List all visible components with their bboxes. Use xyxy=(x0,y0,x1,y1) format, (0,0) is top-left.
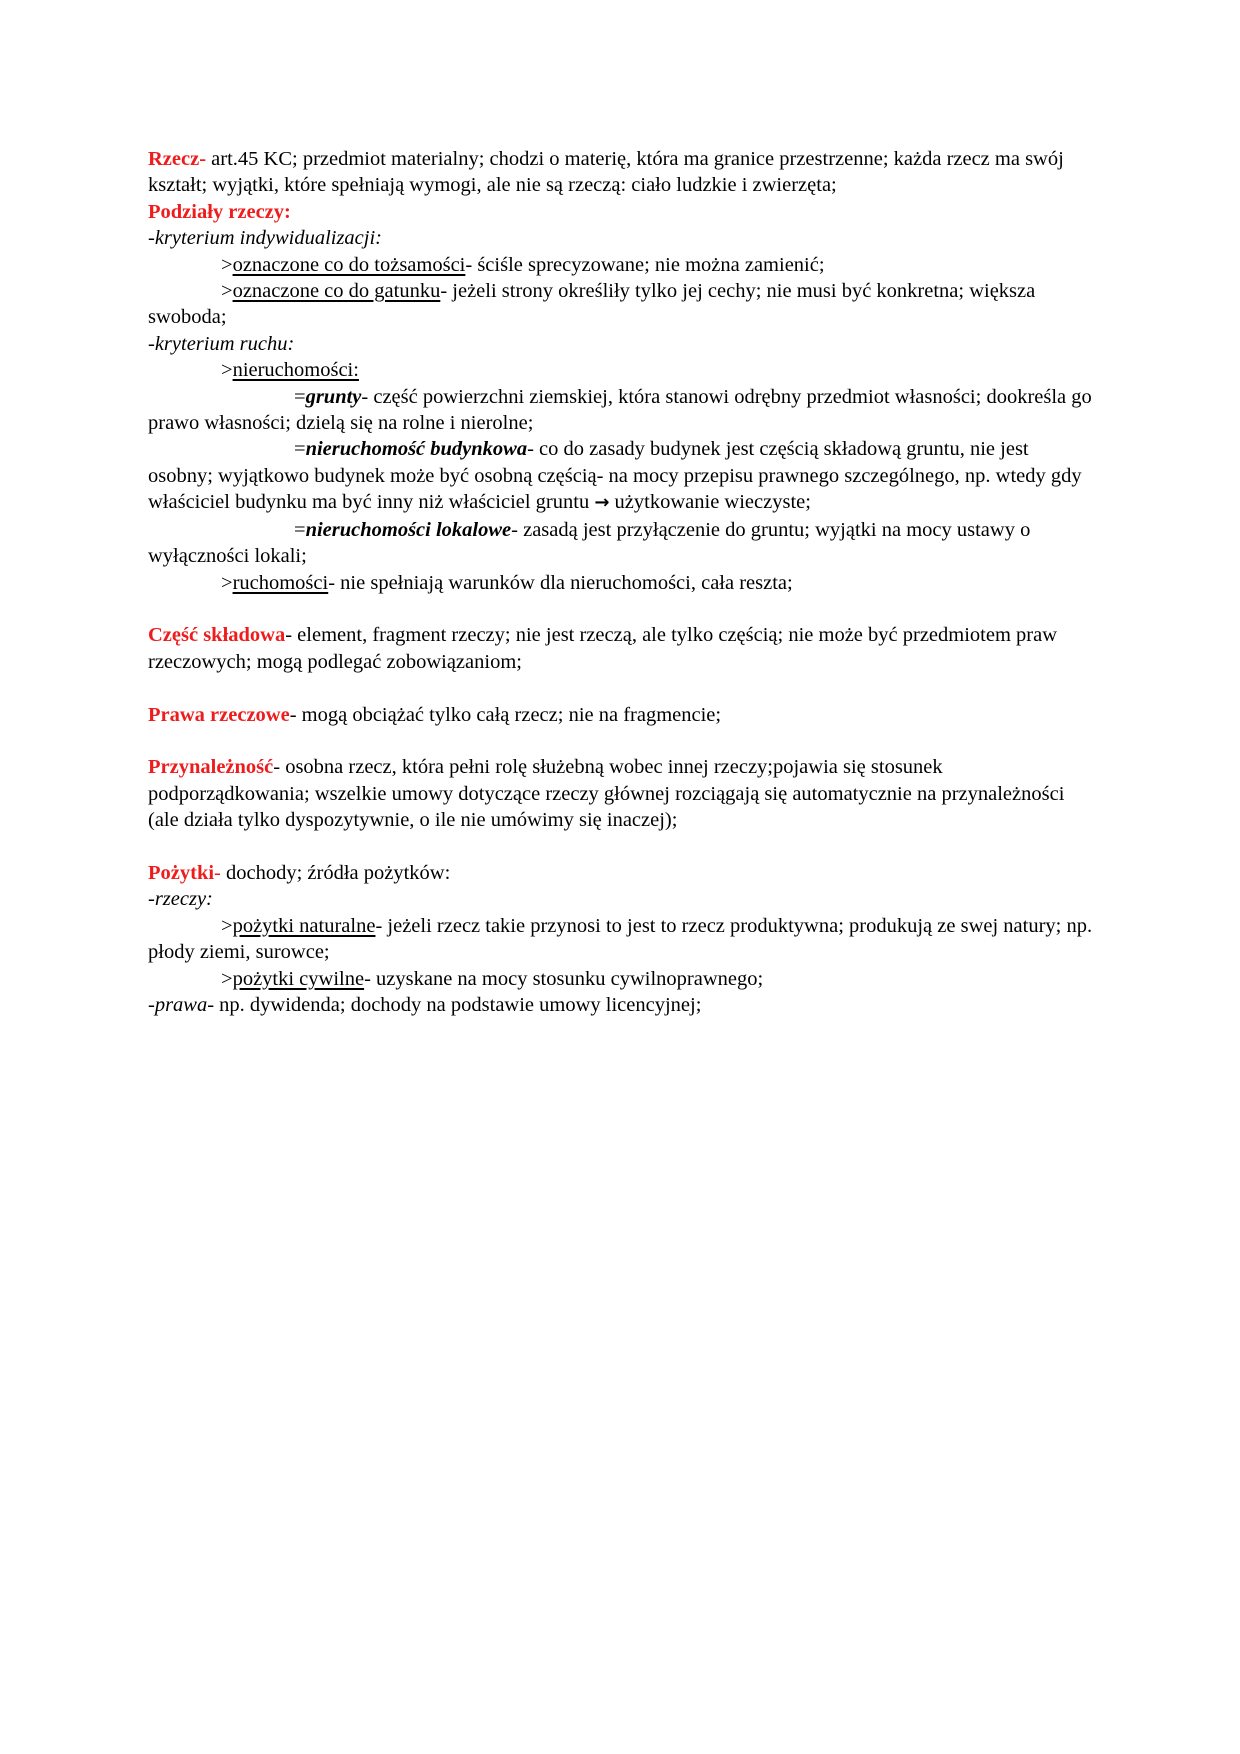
item-tozsamosc xyxy=(148,252,1093,278)
paragraph-spacer xyxy=(148,675,1093,701)
definition-tozsamosc: - ściśle sprecyzowane; nie można zamienić; xyxy=(465,253,825,276)
bullet-prefix: > xyxy=(221,280,233,303)
bullet-prefix: > xyxy=(221,967,233,990)
item-pozytki-naturalne xyxy=(148,913,1093,966)
item-pozytki-cywilne xyxy=(148,966,1093,992)
paragraph-rzecz xyxy=(148,146,1093,199)
paragraph-czesc-skladowa xyxy=(148,622,1093,675)
item-nieruchomosc-budynkowa xyxy=(148,436,1093,516)
definition-ruchomosci: - nie spełniają warunków dla nieruchomości, cała reszta; xyxy=(328,571,793,594)
term-czesc-skladowa: Część składowa xyxy=(148,624,286,647)
definition-przynaleznosc: - osobna rzecz, która pełni rolę służebną wobec innej rzeczy;pojawia się stosunek podporządkowania; wszelkie umowy dotyczące rzeczy głównej rozciągają się automatycznie na przynależności (ale działa tylko dyspozytywnie, o ile nie umówimy się inaczej); xyxy=(148,756,1065,832)
bullet-prefix: > xyxy=(221,253,233,276)
definition-czesc-skladowa: - element, fragment rzeczy; nie jest rzeczą, ale tylko częścią; nie może być przedmiotem praw rzeczowych; mogą podlegać zobowiązaniom; xyxy=(148,624,1058,673)
item-gatunek xyxy=(148,278,1093,331)
term-nieruchomosci-lokalowe: nieruchomości lokalowe xyxy=(305,518,512,541)
bullet-prefix: > xyxy=(221,914,233,937)
definition-prawa: - np. dywidenda; dochody na podstawie umowy licencyjnej; xyxy=(207,993,702,1016)
bullet-prefix: > xyxy=(221,359,233,382)
term-pozytki-cywilne: pożytki cywilne xyxy=(232,967,365,990)
term-prawa-rzeczowe: Prawa rzeczowe xyxy=(148,703,290,726)
paragraph-spacer xyxy=(148,728,1093,754)
paragraph-spacer xyxy=(148,834,1093,860)
paragraph-prawa-rzeczowe xyxy=(148,702,1093,728)
pozytki-dash: - xyxy=(214,861,226,884)
label-kryterium-indywidualizacji: -kryterium indywidualizacji: xyxy=(148,227,382,250)
heading-podzialy-text: Podziały rzeczy: xyxy=(148,200,291,223)
paragraph-przynaleznosc xyxy=(148,754,1093,833)
heading-podzialy xyxy=(148,199,1093,225)
definition-pozytki-naturalne: - jeżeli rzecz takie przynosi to jest to rzecz produktywna; produkują ze swej natury; np. płody ziemi, surowce; xyxy=(148,914,1093,964)
sub-prefix: = xyxy=(294,385,306,408)
definition-rzecz: art.45 KC; przedmiot materialny; chodzi o materię, która ma granice przestrzenne; każda rzecz ma swój kształt; wyjątki, które spełniają wymogi, ale nie są rzeczą: ciało ludzkie i zwierzęta; xyxy=(148,148,1064,197)
document-body xyxy=(148,146,1093,1018)
paragraph-spacer xyxy=(148,596,1093,622)
sub-prefix: = xyxy=(294,518,306,541)
item-ruchomosci xyxy=(148,570,1093,596)
term-pozytki-naturalne: pożytki naturalne xyxy=(232,914,376,937)
definition-gatunek: - jeżeli strony określiły tylko jej cechy; nie musi być konkretna; większa swoboda; xyxy=(148,280,1036,329)
term-grunty: grunty xyxy=(305,385,362,408)
paragraph-pozytki xyxy=(148,860,1093,886)
term-przynaleznosc: Przynależność xyxy=(148,756,274,779)
term-nieruchomosc-budynkowa: nieruchomość budynkowa xyxy=(305,438,528,461)
definition-budynkowa-part2: użytkowanie wieczyste; xyxy=(609,491,811,514)
term-ruchomosci: ruchomości xyxy=(232,571,329,594)
definition-pozytki: dochody; źródła pożytków: xyxy=(226,861,451,884)
definition-budynkowa-part1: - co do zasady budynek jest częścią składową gruntu, nie jest osobny; wyjątkowo budynek może być osobną częścią- na mocy przepisu prawnego szczególnego, np. wtedy gdy właściciel budynku ma być inny niż właściciel gruntu xyxy=(148,438,1082,514)
bullet-prefix: > xyxy=(221,571,233,594)
definition-prawa-rzeczowe: - mogą obciążać tylko całą rzecz; nie na fragmencie; xyxy=(289,703,722,726)
item-nieruchomosci xyxy=(148,357,1093,383)
item-grunty xyxy=(148,384,1093,437)
arrow-right-icon: → xyxy=(594,492,610,514)
item-nieruchomosci-lokalowe xyxy=(148,517,1093,570)
definition-lokalowe: - zasadą jest przyłączenie do gruntu; wyjątki na mocy ustawy o wyłączności lokali; xyxy=(148,518,1031,568)
term-rzecz: Rzecz- xyxy=(148,148,207,170)
definition-grunty: - część powierzchni ziemskiej, która stanowi odrębny przedmiot własności; dookreśla go prawo własności; dzielą się na rolne i nierolne; xyxy=(148,385,1092,435)
label-prawa: -prawa xyxy=(148,993,208,1016)
definition-pozytki-cywilne: - uzyskane na mocy stosunku cywilnoprawnego; xyxy=(364,967,764,990)
sub-prefix: = xyxy=(294,438,306,461)
item-prawa xyxy=(148,992,1093,1018)
term-nieruchomosci: nieruchomości: xyxy=(232,359,359,382)
term-pozytki: Pożytki xyxy=(148,861,215,884)
term-tozsamosc: oznaczone co do tożsamości xyxy=(232,253,466,276)
label-rzeczy: -rzeczy: xyxy=(148,888,213,911)
term-gatunek: oznaczone co do gatunku xyxy=(232,280,441,303)
label-kryterium-ruchu: -kryterium ruchu: xyxy=(148,332,295,355)
